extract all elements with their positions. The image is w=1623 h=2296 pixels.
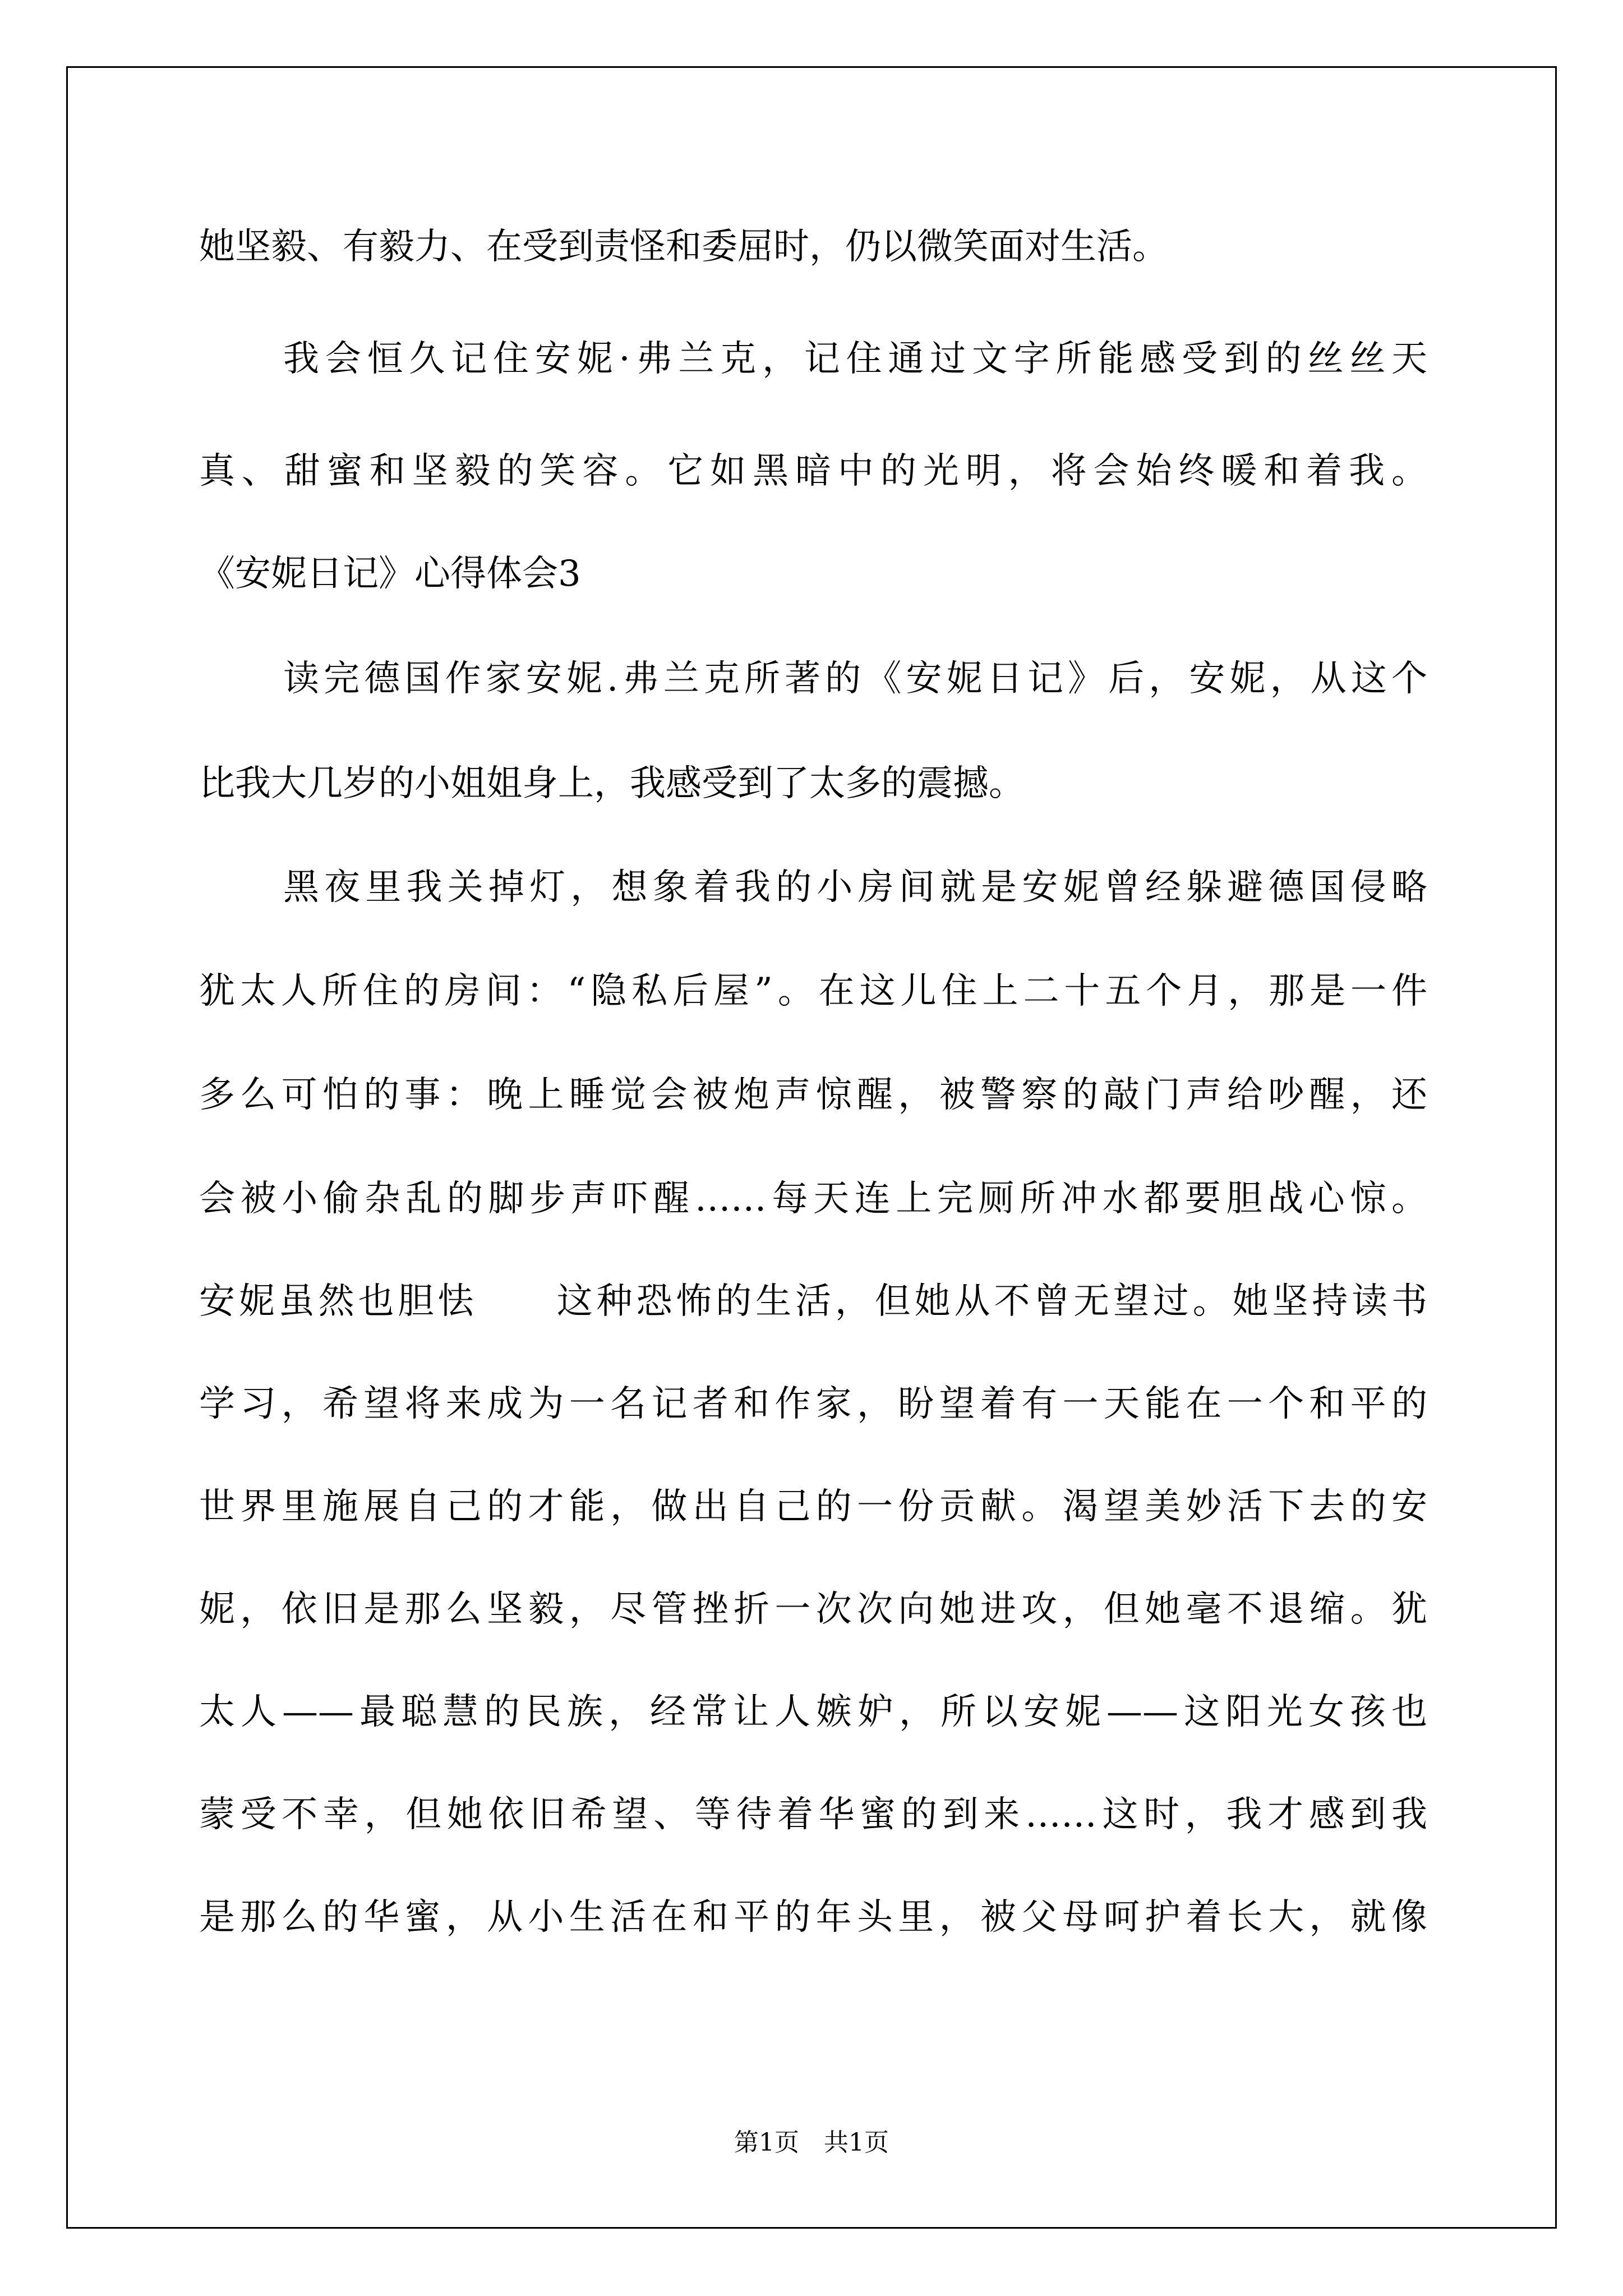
paragraph-line: 世界里施展自己的才能，做出自己的一份贡献。渴望美妙活下去的安 bbox=[199, 1486, 1427, 1527]
paragraph-line: 多么可怕的事：晚上睡觉会被炮声惊醒，被警察的敲门声给吵醒，还 bbox=[199, 1074, 1427, 1116]
paragraph-line: 是那么的华蜜，从小生活在和平的年头里，被父母呵护着长大，就像 bbox=[199, 1897, 1427, 1938]
page-number-footer: 第1页 共1页 bbox=[734, 2128, 889, 2157]
paragraph-line: 真、甜蜜和坚毅的笑容。它如黑暗中的光明，将会始终暖和着我。 bbox=[199, 450, 1427, 492]
paragraph-line: 读完德国作家安妮.弗兰克所著的《安妮日记》后，安妮，从这个 bbox=[283, 658, 1427, 700]
paragraph-line: 犹太人所住的房间：“隐私后屋”。在这儿住上二十五个月，那是一件 bbox=[199, 970, 1427, 1012]
paragraph-line: 安妮虽然也胆怯 这种恐怖的生活，但她从不曾无望过。她坚持读书 bbox=[199, 1281, 1427, 1322]
paragraph-line: 黑夜里我关掉灯，想象着我的小房间就是安妮曾经躲避德国侵略 bbox=[283, 867, 1427, 908]
paragraph-line: 会被小偷杂乱的脚步声吓醒……每天连上完厕所冲水都要胆战心惊。 bbox=[199, 1178, 1427, 1220]
paragraph-line: 蒙受不幸，但她依旧希望、等待着华蜜的到来……这时，我才感到我 bbox=[199, 1794, 1427, 1835]
paragraph-line: 学习，希望将来成为一名记者和作家，盼望着有一天能在一个和平的 bbox=[199, 1383, 1427, 1425]
paragraph-line: 妮，依旧是那么坚毅，尽管挫折一次次向她进攻，但她毫不退缩。犹 bbox=[199, 1589, 1427, 1630]
paragraph-line: 她坚毅、有毅力、在受到责怪和委屈时，仍以微笑面对生活。 bbox=[199, 226, 1168, 268]
paragraph-line: 比我大几岁的小姐姐身上，我感受到了太多的震撼。 bbox=[199, 763, 1025, 804]
paragraph-line: 太人——最聪慧的民族，经常让人嫉妒，所以安妮——这阳光女孩也 bbox=[199, 1691, 1427, 1733]
section-heading: 《安妮日记》心得体会3 bbox=[199, 553, 581, 595]
paragraph-line: 我会恒久记住安妮·弗兰克，记住通过文字所能感受到的丝丝天 bbox=[283, 338, 1427, 380]
